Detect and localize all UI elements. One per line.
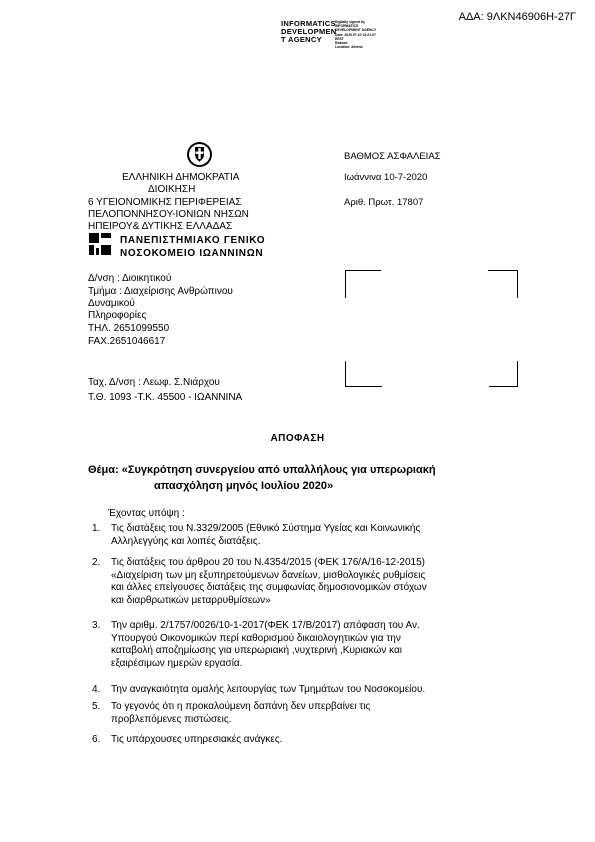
list-item-line: Τις υπάρχουσες υπηρεσιακές ανάγκες. [111, 734, 283, 745]
list-item-line: προβλεπόμενες πιστώσεις. [111, 713, 232, 725]
signature-detail-line: EEST [335, 36, 344, 41]
list-item-line: καταβολή αποζημίωσης για υπερωριακή ,νυχτερινή ,Κυριακών και [111, 645, 402, 656]
list-item [88, 734, 516, 747]
hospital-cross-logo-icon [88, 232, 112, 256]
list-item-line: «Διαχείριση των μη εξυπηρετούμενων δανείων, μισθολογικές ρυθμίσεις [111, 569, 426, 581]
health-region-line: ΗΠΕΙΡΟΥ& ΔΥΤΙΚΗΣ ΕΛΛΑΔΑΣ [88, 221, 233, 232]
fax: FAX.2651046617 [88, 336, 166, 347]
signature-detail-line: Location: Athens [335, 45, 363, 50]
department-line: Τμήμα : Διαχείρισης Ανθρώπινου [88, 286, 233, 297]
recipient-box-corner [488, 270, 518, 298]
subject-line: Θέμα: «Συγκρότηση συνεργείου από υπαλλήλους για υπερωριακή [88, 464, 436, 476]
list-item-line: και διαρθρωτικών μεταρρυθμίσεων» [111, 594, 271, 606]
subject-line: απασχόληση μηνός Ιουλίου 2020» [154, 480, 334, 492]
list-item-line: Υπουργού Οικονομικών περί καθορισμού δικαιολογητικών για την [111, 632, 401, 644]
list-item-number: 6. [92, 734, 101, 745]
list-item-line: Το γεγονός ότι η προκαλούμενη δαπάνη δεν υπερβαίνει τις [111, 701, 371, 712]
list-item [88, 684, 516, 697]
hospital-name [120, 235, 265, 260]
list-item-number: 1. [92, 523, 101, 534]
signature-detail-line: INFORMATICS [335, 24, 359, 29]
list-item-line: Την αναγκαιότητα ομαλής λειτουργίας των Τμημάτων του Νοσοκομείου. [111, 684, 426, 695]
administration-label: ΔΙΟΙΚΗΣΗ [148, 184, 196, 195]
security-level-label: ΒΑΘΜΟΣ ΑΣΦΑΛΕΙΑΣ [344, 151, 441, 162]
list-item-number: 5. [92, 701, 101, 712]
list-item-number: 2. [92, 557, 101, 568]
division-line: Δ/νση : Διοικητικού [88, 273, 172, 284]
recipient-box-corner [489, 361, 518, 387]
list-item-line: Τις διατάξεις του Ν.3329/2005 (Εθνικό Σύστημα Υγείας και Κοινωνικής [111, 523, 421, 534]
watermark-line: INFORMATICS [281, 19, 336, 28]
list-item-number: 4. [92, 684, 101, 695]
department-line-cont: Δυναμικού [88, 298, 135, 309]
list-item [88, 620, 516, 670]
list-item-number: 3. [92, 620, 101, 631]
phone: ΤΗΛ. 2651099550 [88, 323, 170, 334]
watermark-line: T AGENCY [281, 35, 322, 44]
list-item-line: Την αριθμ. 2/1757/0026/10-1-2017(ΦΕΚ 17/Β/2017) απόφαση του Αν. [111, 620, 420, 631]
subject [88, 462, 436, 494]
list-item-line: και άλλες επείγουσες διατάξεις της συμφωνίας δημοσιονομικών στόχων [111, 582, 427, 593]
list-item [88, 523, 516, 548]
list-item [88, 701, 516, 726]
signature-detail-line: DEVELOPMENT AGENCY [335, 28, 377, 33]
considering-label: Έχοντας υπόψη : [108, 508, 185, 519]
country-name: ΕΛΛΗΝΙΚΗ ΔΗΜΟΚΡΑΤΙΑ [122, 172, 240, 183]
recipient-box-corner [345, 270, 381, 298]
watermark-line: DEVELOPMEN [281, 27, 337, 36]
signature-detail-line: Digitally signed by [335, 20, 365, 24]
signature-detail-line: Reason: [335, 41, 349, 46]
document-title: ΑΠΟΦΑΣΗ [270, 433, 325, 444]
postal-code: Τ.Θ. 1093 -Τ.Κ. 45500 - ΙΩΑΝΝΙΝΑ [88, 392, 243, 403]
signature-details [335, 20, 376, 49]
health-region-line: ΠΕΛΟΠΟΝΝΗΣΟΥ-ΙΟΝΙΩΝ ΝΗΣΩΝ [88, 209, 249, 220]
hospital-name-line: ΝΟΣΟΚΟΜΕΙΟ ΙΩΑΝΝΙΝΩΝ [120, 247, 264, 259]
ada-code: ΑΔΑ: 9ΛΚΝ46906Η-27Γ [458, 11, 576, 23]
recipient-box-corner [345, 361, 382, 387]
protocol-number: Αριθ. Πρωτ. 17807 [344, 197, 424, 208]
signature-watermark [281, 20, 337, 44]
list-item-line: Αλληλεγγύης και λοιπές διατάξεις. [111, 535, 261, 547]
signature-detail-line: Date: 2020.07.10 13:21:07 [335, 32, 376, 37]
list-item-line: εξαιρέσιμων ημερών εργασία. [111, 657, 243, 669]
place-date: Ιωάννινα 10-7-2020 [344, 172, 428, 183]
list-item [88, 557, 516, 607]
health-region-line: 6 ΥΓΕΙΟΝΟΜΙΚΗΣ ΠΕΡΙΦΕΡΕΙΑΣ [88, 197, 242, 208]
postal-address: Ταχ. Δ/νση : Λεωφ. Σ.Νιάρχου [88, 377, 220, 388]
hospital-name-line: ΠΑΝΕΠΙΣΤΗΜΙΑΚΟ ΓΕΝΙΚΟ [120, 235, 266, 246]
greek-coat-of-arms-icon [186, 141, 213, 168]
info-label: Πληροφορίες [88, 310, 147, 321]
list-item-line: Τις διατάξεις του άρθρου 20 του Ν.4354/2015 (ΦΕΚ 176/Α/16-12-2015) [111, 557, 426, 568]
